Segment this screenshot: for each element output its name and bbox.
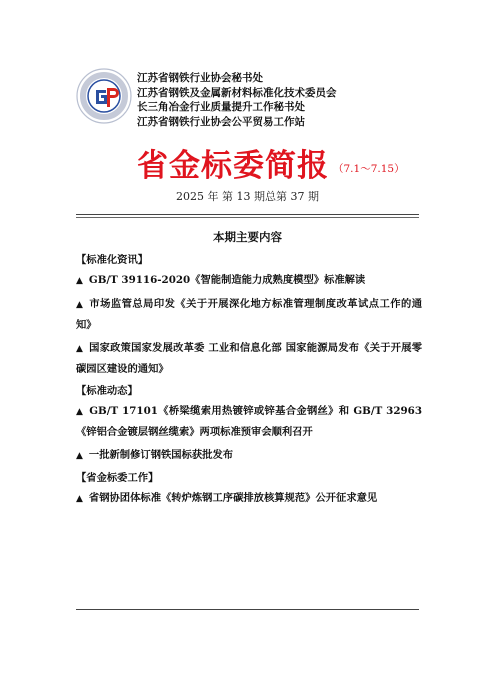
contents-list (76, 248, 422, 509)
organization-name: 江苏省钢铁行业协会公平贸易工作站 (137, 115, 305, 128)
contents-item (76, 401, 422, 442)
contents-item (76, 445, 422, 466)
contents-item-text: 国家政策国家发展改革委 工业和信息化部 国家能源局发布《关于开展零碳园区建设的通知》 (76, 342, 422, 375)
header-divider (76, 214, 419, 215)
triangle-bullet-icon: ▲ (76, 344, 84, 354)
contents-heading: 本期主要内容 (213, 230, 282, 244)
triangle-bullet-icon: ▲ (76, 451, 83, 461)
contents-item-text: 省钢协团体标准《转炉炼钢工序碳排放核算规范》公开征求意见 (88, 492, 378, 504)
association-logo-icon (76, 68, 132, 124)
organization-list (137, 71, 337, 129)
triangle-bullet-icon: ▲ (76, 276, 83, 286)
category-label: 【标准动态】 (76, 385, 138, 397)
triangle-bullet-icon: ▲ (76, 407, 84, 417)
footer-divider (76, 609, 419, 610)
triangle-bullet-icon: ▲ (76, 494, 83, 504)
organization-name: 长三角冶金行业质量提升工作秘书处 (137, 101, 305, 113)
contents-item-text: 一批新制修订钢铁国标获批发布 (88, 449, 234, 461)
triangle-bullet-icon: ▲ (76, 300, 84, 310)
title-row (137, 140, 405, 184)
category-label: 【省金标委工作】 (76, 472, 159, 484)
contents-item (76, 488, 422, 509)
category-label: 【标准化资讯】 (76, 254, 149, 266)
contents-item (76, 294, 422, 335)
contents-item-text: GB/T 17101《桥梁缆索用热镀锌或锌基合金钢丝》和 GB/T 32963《锌铝合金镀层钢丝缆索》两项标准预审会顺利召开 (76, 405, 422, 438)
header-divider-thin (76, 217, 419, 218)
contents-item (76, 270, 422, 291)
issue-number: 2025 年 第 13 期总第 37 期 (176, 190, 319, 203)
organization-name: 江苏省钢铁及金属新材料标准化技术委员会 (137, 86, 337, 99)
contents-item (76, 338, 422, 379)
organization-name: 江苏省钢铁行业协会秘书处 (137, 72, 263, 84)
contents-item-text: GB/T 39116-2020《智能制造能力成熟度模型》标准解读 (88, 274, 366, 286)
contents-item-text: 市场监管总局印发《关于开展深化地方标准管理制度改革试点工作的通知》 (76, 298, 423, 331)
bulletin-title: 省金标委简报 (137, 148, 329, 184)
bulletin-period: （7.1～7.15） (333, 163, 405, 175)
